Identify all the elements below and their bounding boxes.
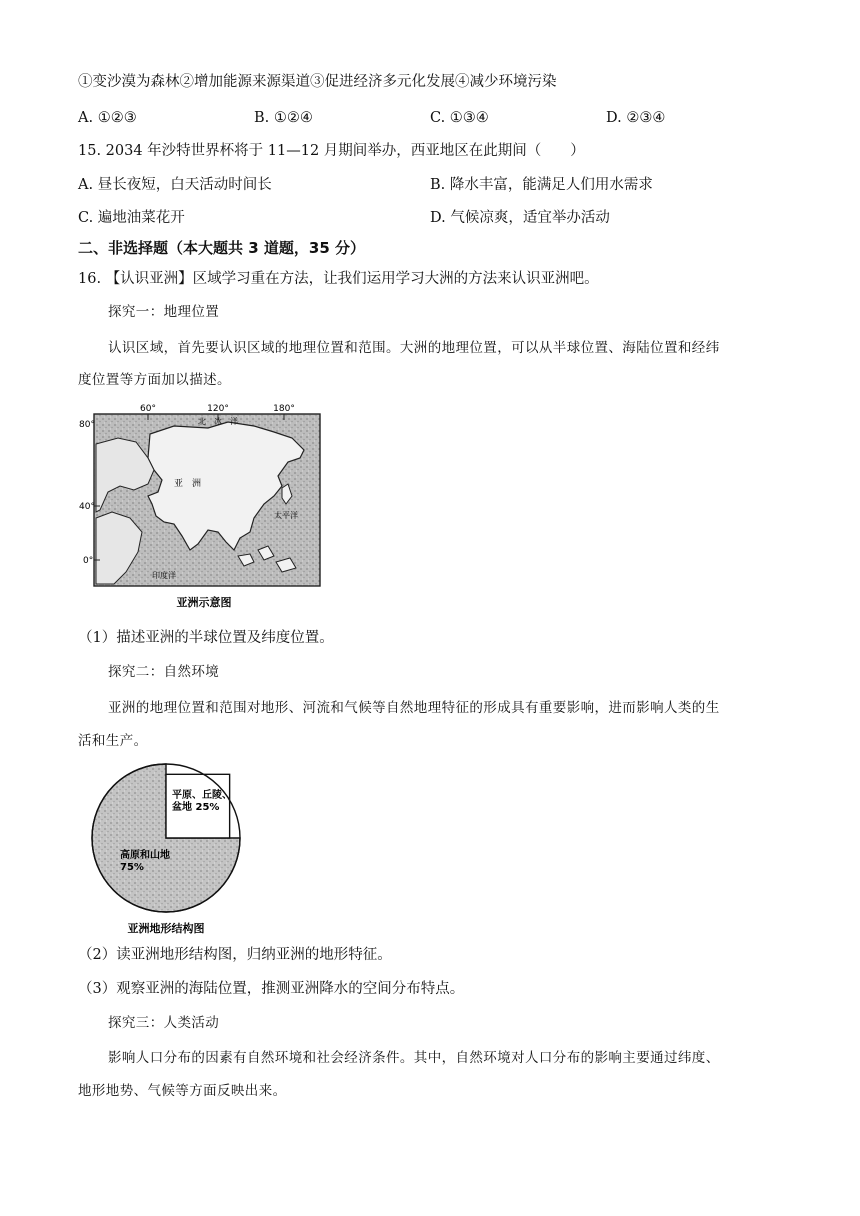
explore3-title: 探究三：人类活动 [108, 1015, 220, 1031]
q14-choice-d: D. ②③④ [606, 110, 666, 126]
explore3-text-2: 地形地势、气候等方面反映出来。 [78, 1083, 287, 1099]
explore2-text-1: 亚洲的地理位置和范围对地形、河流和气候等自然地理特征的形成具有重要影响，进而影响人类的生 [108, 700, 720, 716]
lon-label-120: 120° [207, 404, 229, 414]
explore3-text-1: 影响人口分布的因素有自然环境和社会经济条件。其中，自然环境对人口分布的影响主要通过纬度、 [108, 1050, 720, 1066]
q15-stem: 15. 2034 年沙特世界杯将于 11—12 月期间举办，西亚地区在此期间（ ） [78, 143, 585, 159]
explore1-text-1: 认识区域，首先要认识区域的地理位置和范围。大洲的地理位置，可以从半球位置、海陆位置和经纬 [108, 340, 720, 356]
q14-choice-c: C. ①③④ [430, 110, 489, 126]
q16-stem: 16. 【认识亚洲】区域学习重在方法，让我们运用学习大洲的方法来认识亚洲吧。 [78, 271, 599, 287]
asia-label: 亚 洲 [174, 479, 202, 489]
pie-slice-label: 盆地 25% [172, 802, 220, 813]
q15-choice-b: B. 降水丰富，能满足人们用水需求 [430, 177, 653, 193]
sub-question-1: （1）描述亚洲的半球位置及纬度位置。 [78, 630, 334, 646]
pie-slice-label: 高原和山地 [120, 850, 170, 861]
q15-choice-c: C. 遍地油菜花开 [78, 210, 185, 226]
q14-choice-b: B. ①②④ [254, 110, 313, 126]
terrain-pie-chart [86, 756, 256, 936]
explore1-title: 探究一：地理位置 [108, 304, 220, 320]
terrain-pie-figure [86, 756, 256, 936]
explore2-title: 探究二：自然环境 [108, 664, 220, 680]
pie-title: 亚洲地形结构图 [127, 922, 205, 935]
explore1-text-2: 度位置等方面加以描述。 [78, 372, 231, 388]
sub-question-2: （2）读亚洲地形结构图，归纳亚洲的地形特征。 [78, 947, 392, 963]
asia-map-figure [78, 400, 330, 612]
pie-slice-label: 平原、丘陵、 [172, 790, 232, 801]
lon-label-180: 180° [273, 404, 295, 414]
lat-label-0: 0° [83, 556, 94, 566]
indian-ocean-label: 印度洋 [152, 571, 176, 580]
arctic-ocean-label: 北 冰 洋 [198, 417, 238, 426]
lat-label-40: 40° [79, 502, 95, 512]
lat-label-80: 80° [79, 420, 95, 430]
pie-slice-label: 75% [120, 862, 144, 873]
map-caption: 亚洲示意图 [176, 596, 232, 609]
q14-options-line: ①变沙漠为森林②增加能源来源渠道③促进经济多元化发展④减少环境污染 [78, 74, 557, 90]
q15-choice-a: A. 昼长夜短，白天活动时间长 [78, 177, 272, 193]
q14-choice-a: A. ①②③ [78, 110, 137, 126]
explore2-text-2: 活和生产。 [78, 733, 148, 749]
pacific-ocean-label: 太平洋 [274, 511, 298, 520]
section2-title: 二、非选择题（本大题共 3 道题，35 分） [78, 239, 365, 257]
lon-label-60: 60° [140, 404, 156, 414]
q15-choice-d: D. 气候凉爽，适宜举办活动 [430, 210, 610, 226]
sub-question-3: （3）观察亚洲的海陆位置，推测亚洲降水的空间分布特点。 [78, 981, 465, 997]
asia-map [78, 400, 330, 612]
